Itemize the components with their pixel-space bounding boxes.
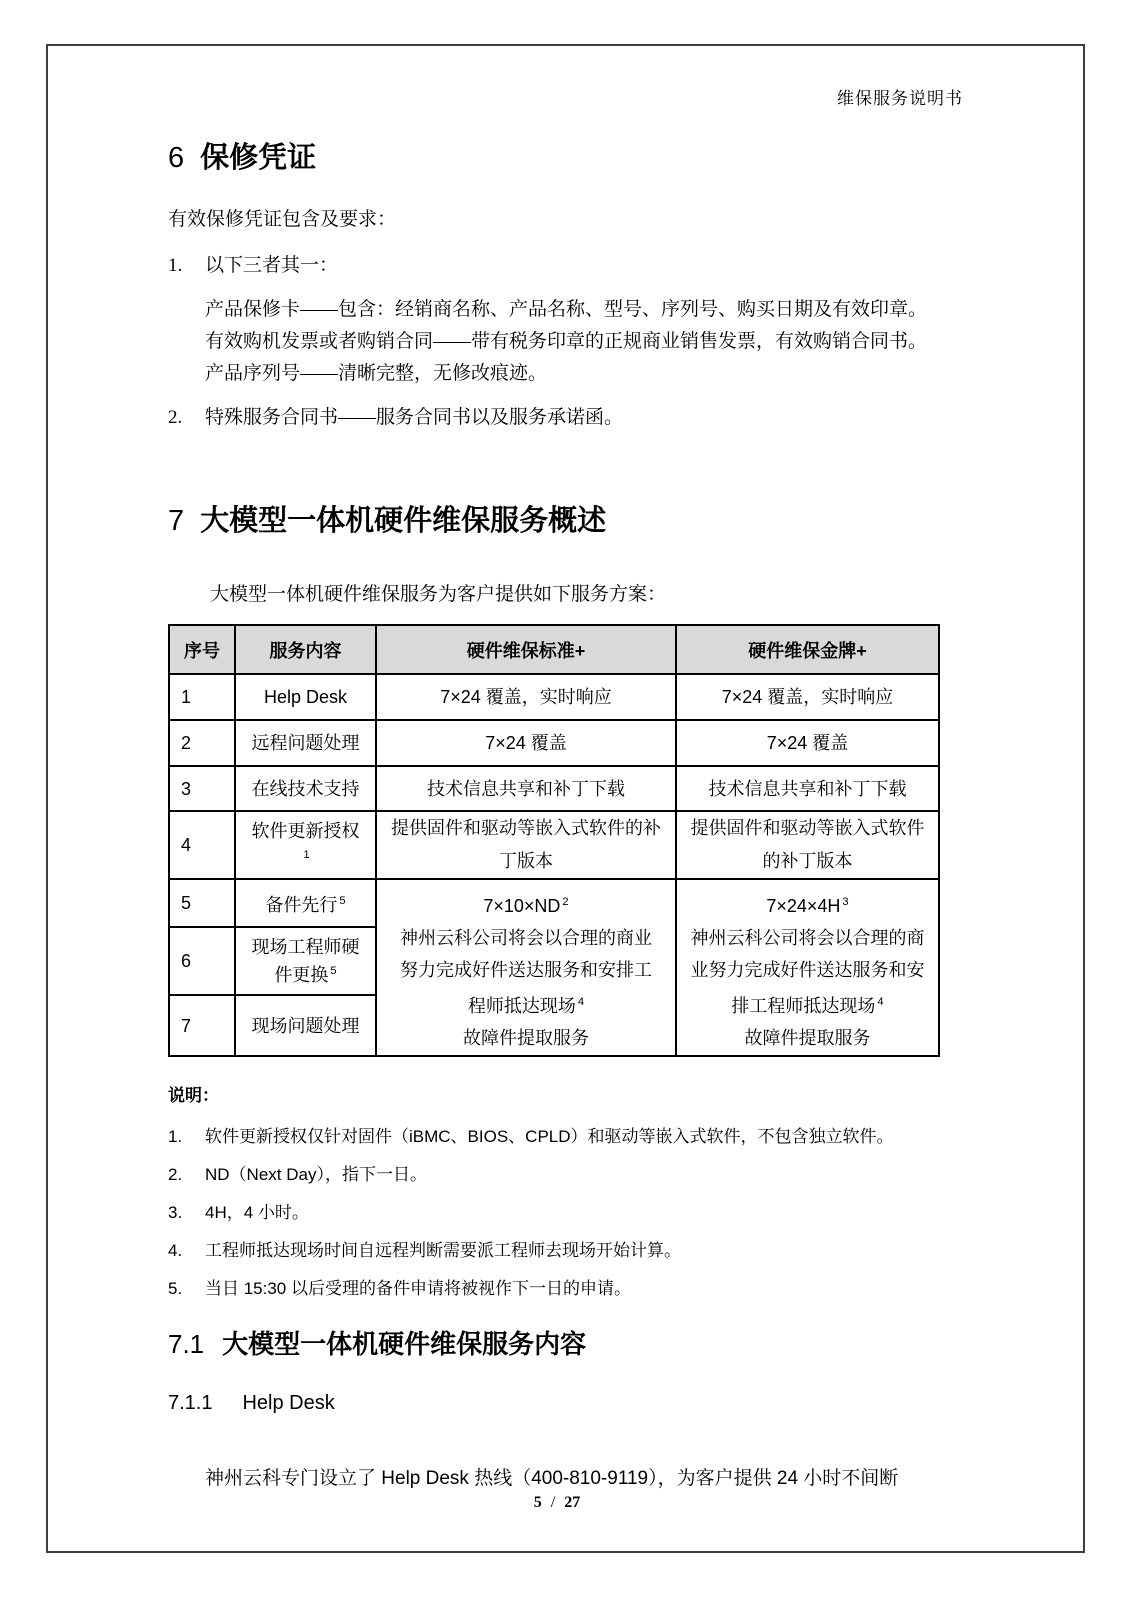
detail-line: 产品保修卡——包含：经销商名称、产品名称、型号、序列号、购买日期及有效印章。: [205, 299, 928, 320]
sla-description: [678, 922, 937, 1022]
document-content: [168, 0, 946, 1491]
col-header-standard: 硬件维保标准+: [376, 625, 676, 674]
table-row: [169, 811, 939, 879]
section-7-intro: 大模型一体机硬件维保服务为客户提供如下服务方案：: [210, 584, 667, 605]
cell-service: [235, 879, 376, 927]
footnote-ref: 4: [577, 996, 585, 1008]
cell-seq: 5: [169, 879, 235, 927]
page-header-title: 维保服务说明书: [837, 89, 963, 108]
list-item-text: 以下三者其一：: [205, 255, 339, 276]
page-total: 27: [564, 1494, 581, 1511]
section-71-title: 大模型一体机硬件维保服务内容: [222, 1329, 587, 1359]
list-item-1: [168, 254, 946, 277]
cell-gold: 7×24 覆盖: [676, 720, 939, 766]
table-row: [169, 720, 939, 766]
note-item: [168, 1240, 946, 1261]
cell-service-text: 现场工程师硬件更换: [251, 936, 360, 985]
service-plan-table: [168, 624, 940, 1057]
page-number-separator: /: [550, 1494, 556, 1511]
cell-seq: 7: [169, 995, 235, 1056]
cell-seq: 4: [169, 811, 235, 879]
footnote-ref: 2: [562, 896, 569, 908]
cell-service-footnote: [246, 843, 365, 871]
cell-seq: 3: [169, 766, 235, 811]
sla-value: 7×24×4H: [766, 896, 841, 916]
page-footer: [168, 1494, 946, 1512]
table-header-row: [169, 625, 939, 674]
section-711-number: 7.1.1: [168, 1392, 213, 1414]
list-item-number: 2.: [168, 407, 183, 428]
cell-service: 在线技术支持: [235, 766, 376, 811]
cell-gold-merged: [676, 879, 939, 1056]
note-text: ND（Next Day），指下一日。: [205, 1165, 427, 1184]
cell-seq: 6: [169, 927, 235, 996]
sla-line: [378, 886, 674, 922]
sla-value: 7×10×ND: [483, 896, 561, 916]
sla-extra: 故障件提取服务: [744, 1028, 871, 1048]
cell-standard: 提供固件和驱动等嵌入式软件的补丁版本: [376, 811, 676, 879]
cell-seq: 2: [169, 720, 235, 766]
section-6-number: 6: [168, 142, 185, 174]
notes-label: 说明：: [168, 1086, 219, 1105]
list-item-2: [168, 406, 946, 429]
cell-service: [235, 927, 376, 996]
cell-service: Help Desk: [235, 674, 376, 720]
section-7-number: 7: [168, 505, 185, 537]
detail-line: 有效购机发票或者购销合同——带有税务印章的正规商业销售发票，有效购销合同书。: [205, 331, 928, 352]
detail-line: 产品序列号——清晰完整，无修改痕迹。: [205, 363, 548, 384]
section-711-heading: [168, 1391, 946, 1415]
table-row: [169, 879, 939, 927]
helpdesk-paragraph: 神州云科专门设立了 Help Desk 热线（400-810-9119），为客户提供 24 小时不间断: [205, 1468, 899, 1489]
col-header-gold: 硬件维保金牌+: [676, 625, 939, 674]
note-number: 3.: [168, 1203, 183, 1222]
cell-service: 现场问题处理: [235, 995, 376, 1056]
footnote-ref: 5: [330, 964, 337, 977]
section-71-heading: [168, 1329, 946, 1359]
list-item-number: 1.: [168, 255, 183, 276]
sla-line: [678, 886, 937, 922]
list-item-text: 特殊服务合同书——服务合同书以及服务承诺函。: [205, 407, 624, 428]
page-number: 5: [533, 1494, 542, 1511]
note-number: 2.: [168, 1165, 183, 1184]
note-text: 软件更新授权仅针对固件（iBMC、BIOS、CPLD）和驱动等嵌入式软件，不包含独立软件。: [205, 1127, 894, 1146]
cell-standard: 7×24 覆盖，实时响应: [376, 674, 676, 720]
note-item: [168, 1202, 946, 1223]
section-7-title: 大模型一体机硬件维保服务概述: [200, 505, 607, 537]
note-text: 工程师抵达现场时间自远程判断需要派工程师去现场开始计算。: [205, 1241, 681, 1260]
col-header-service: 服务内容: [235, 625, 376, 674]
cell-standard: 7×24 覆盖: [376, 720, 676, 766]
footnote-ref: 5: [339, 894, 346, 907]
table-row: [169, 766, 939, 811]
note-text: 当日 15:30 以后受理的备件申请将被视作下一日的申请。: [205, 1279, 631, 1298]
note-item: [168, 1278, 946, 1299]
section-711-title: Help Desk: [242, 1392, 335, 1414]
cell-service: [235, 811, 376, 879]
footnote-ref: 4: [877, 996, 884, 1008]
cell-service-text: 软件更新授权: [251, 821, 360, 841]
footnote-ref: 1: [303, 849, 310, 861]
cell-seq: 1: [169, 674, 235, 720]
sla-extra: 故障件提取服务: [463, 1028, 589, 1048]
note-number: 4.: [168, 1241, 183, 1260]
note-text: 4H，4 小时。: [205, 1203, 309, 1222]
list-item-1-details: [205, 294, 946, 390]
section-6-intro: 有效保修凭证包含及要求：: [168, 209, 397, 230]
note-number: 5.: [168, 1279, 183, 1298]
section-71-number: 7.1: [168, 1329, 205, 1359]
sla-description-text: 神州云科公司将会以合理的商业努力完成好件送达服务和安排工程师抵达现场: [690, 928, 925, 1016]
sla-description-text: 神州云科公司将会以合理的商业努力完成好件送达服务和安排工程师抵达现场: [400, 928, 652, 1016]
cell-service-text: 备件先行: [265, 894, 338, 915]
note-item: [168, 1164, 946, 1185]
cell-standard-merged: [376, 879, 676, 1056]
section-6-heading: [168, 143, 946, 173]
cell-service: 远程问题处理: [235, 720, 376, 766]
col-header-seq: 序号: [169, 625, 235, 674]
cell-gold: 技术信息共享和补丁下载: [676, 766, 939, 811]
footnote-ref: 3: [842, 896, 849, 908]
cell-gold: 7×24 覆盖，实时响应: [676, 674, 939, 720]
cell-standard: 技术信息共享和补丁下载: [376, 766, 676, 811]
section-6-title: 保修凭证: [200, 142, 317, 174]
sla-description: [378, 922, 674, 1022]
table-row: [169, 674, 939, 720]
note-item: [168, 1126, 946, 1147]
section-7-heading: [168, 505, 946, 537]
cell-gold: 提供固件和驱动等嵌入式软件的补丁版本: [676, 811, 939, 879]
note-number: 1.: [168, 1127, 183, 1146]
